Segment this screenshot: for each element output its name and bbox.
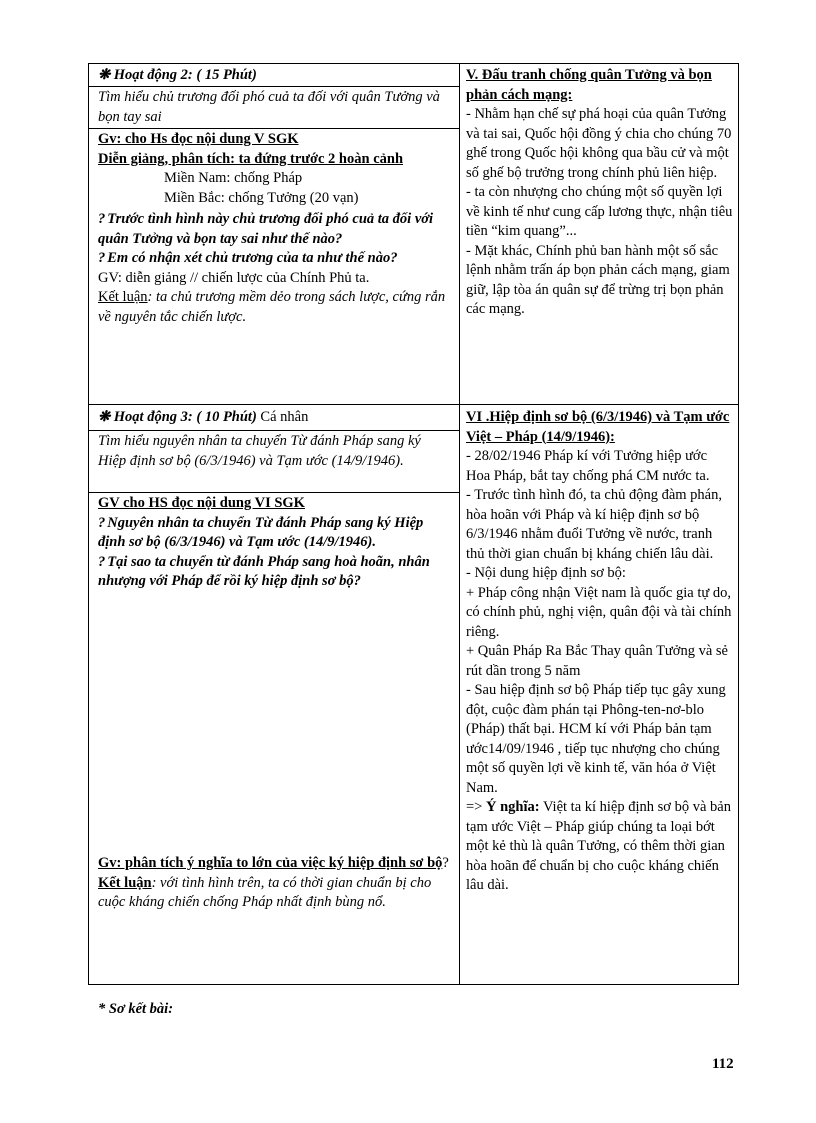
lesson-summary-note: * Sơ kết bài:: [98, 1001, 174, 1017]
row-divider: [89, 86, 460, 87]
page-number: 112: [712, 1056, 734, 1072]
section-vi-line: - Sau hiệp định sơ bộ Pháp tiếp tục gây xung đột, cuộc đàm phán tại Phông-ten-nơ-blo (Pháp) thất bại. HCM kí với Pháp bản tạm ước14/09/1946 , tiếp tục nhượng cho chúng một số quyền lợi về kinh tế, văn hóa ở Việt Nam.: [466, 682, 726, 796]
row-divider: [89, 492, 460, 493]
section-v-line: - ta còn nhượng cho chúng một số quyền lợi về kinh tế như cung cấp lương thực, nhận tiêu tiền “kim quang”...: [466, 184, 733, 239]
column-divider: [459, 64, 460, 984]
row-divider: [89, 404, 460, 405]
activity-3-body: [98, 494, 452, 592]
activity-3-aim: Tìm hiểu nguyên nhân ta chuyển Từ đánh Pháp sang ký Hiệp định sơ bộ (6/3/1946) và Tạm ước (14/9/1946).: [98, 433, 421, 469]
activity-2-aim: Tìm hiểu chủ trương đối phó cuả ta đối với quân Tưởng và bọn tay sai: [98, 89, 440, 125]
question: ? Tại sao ta chuyển từ đánh Pháp sang hoà hoãn, nhân nhượng với Pháp để rồi ký hiệp định sơ bộ?: [98, 553, 430, 589]
section-vi-line: - Nội dung hiệp định sơ bộ:: [466, 565, 626, 581]
activity-2-header: ❋ Hoạt động 2: ( 15 Phút): [98, 67, 257, 83]
section-vi-line: - Trước tình hình đó, ta chủ động đàm phán, hòa hoãn với Pháp và kí hiệp định sơ bộ 6/3/1946 nhằm đuổi Tưởng về nước, tranh thủ thời gian chuẩn bị kháng chiến lâu dài.: [466, 487, 722, 562]
conclusion: Kết luận: với tình hình trên, ta có thời gian chuẩn bị cho cuộc kháng chiến chống Pháp nhất định bùng nổ.: [98, 874, 432, 910]
section-vi: [466, 408, 734, 896]
section-vi-line: - 28/02/1946 Pháp kí với Tưởng hiệp ước Hoa Pháp, bắt tay chống phá CM nước ta.: [466, 448, 710, 484]
activity-2-body: [98, 130, 452, 327]
question-icon: ?: [98, 250, 106, 266]
section-vi-line: + Quân Pháp Ra Bắc Thay quân Tưởng và sẻ rút dần trong 5 năm: [466, 643, 728, 679]
activity-3-header: ❋ Hoạt động 3: ( 10 Phút) Cá nhân: [98, 409, 309, 425]
section-v-line: - Mặt khác, Chính phủ ban hành một số sắc lệnh nhằm trấn áp bọn phản cách mạng, giam giữ, lập tòa án quân sự để trừng trị bọn phản các mạng.: [466, 242, 730, 317]
star-icon: ❋: [98, 67, 111, 83]
row-divider: [89, 430, 460, 431]
question: ? Nguyên nhân ta chuyển Từ đánh Pháp sang ký Hiệp định sơ bộ (6/3/1946) và Tạm ước (14/9/1946).: [98, 514, 424, 550]
south-front: Miền Nam: chống Pháp: [164, 170, 303, 186]
analysis-block: [98, 854, 452, 913]
question-icon: ?: [98, 553, 106, 570]
teacher-lecture: GV: diễn giảng // chiến lược của Chính Phủ ta.: [98, 269, 370, 286]
teacher-instruction: Gv: cho Hs đọc nội dung V SGK: [98, 131, 299, 147]
teacher-analysis: Gv: phân tích ý nghĩa to lớn của việc ký hiệp định sơ bộ?: [98, 855, 449, 871]
question-icon: ?: [98, 211, 106, 227]
question: ? Em có nhận xét chủ trương của ta như thế nào?: [98, 250, 398, 266]
lesson-table: [88, 63, 739, 985]
row-divider: [89, 128, 460, 129]
section-v-line: - Nhằm hạn chế sự phá hoại của quân Tưởng và tai sai, Quốc hội đồng ý chia cho chúng 70 ghế trong Quốc hội không qua bầu cử và một số ghế bộ trưởng trong chính phủ liên hiệp.: [466, 106, 732, 181]
section-v: [466, 66, 734, 320]
teacher-instruction: GV cho HS đọc nội dung VI SGK: [98, 495, 305, 511]
question-icon: ?: [98, 514, 106, 531]
lecture-heading: Diễn giảng, phân tích: ta đứng trước 2 hoàn cảnh: [98, 150, 404, 167]
question: ? Trước tình hình này chủ trương đối phó cuả ta đối với quân Tưởng và bọn tay sai như thế nào?: [98, 211, 434, 247]
star-icon: ❋: [98, 409, 111, 425]
north-front: Miền Bắc: chống Tưởng (20 vạn): [164, 189, 359, 206]
conclusion: Kết luận: ta chủ trương mềm dẻo trong sách lược, cứng rắn về nguyên tắc chiến lược.: [98, 289, 446, 325]
section-vi-title: VI .Hiệp định sơ bộ (6/3/1946) và Tạm ước Việt – Pháp (14/9/1946):: [466, 409, 730, 445]
section-vi-line: + Pháp công nhận Việt nam là quốc gia tự do, có chính phủ, nghị viện, quân đội và tài chính riêng.: [466, 584, 732, 640]
significance: => Ý nghĩa: Việt ta kí hiệp định sơ bộ và bản tạm ước Việt – Pháp giúp chúng ta loại bớt một kẻ thù là quân Tưởng, có thêm thời gian hòa hoãn để chuẩn bị cho cuộc kháng chiến lâu dài.: [466, 799, 731, 893]
row-divider: [460, 404, 738, 405]
section-v-title: V. Đấu tranh chống quân Tưởng và bọn phản cách mạng:: [466, 67, 712, 103]
